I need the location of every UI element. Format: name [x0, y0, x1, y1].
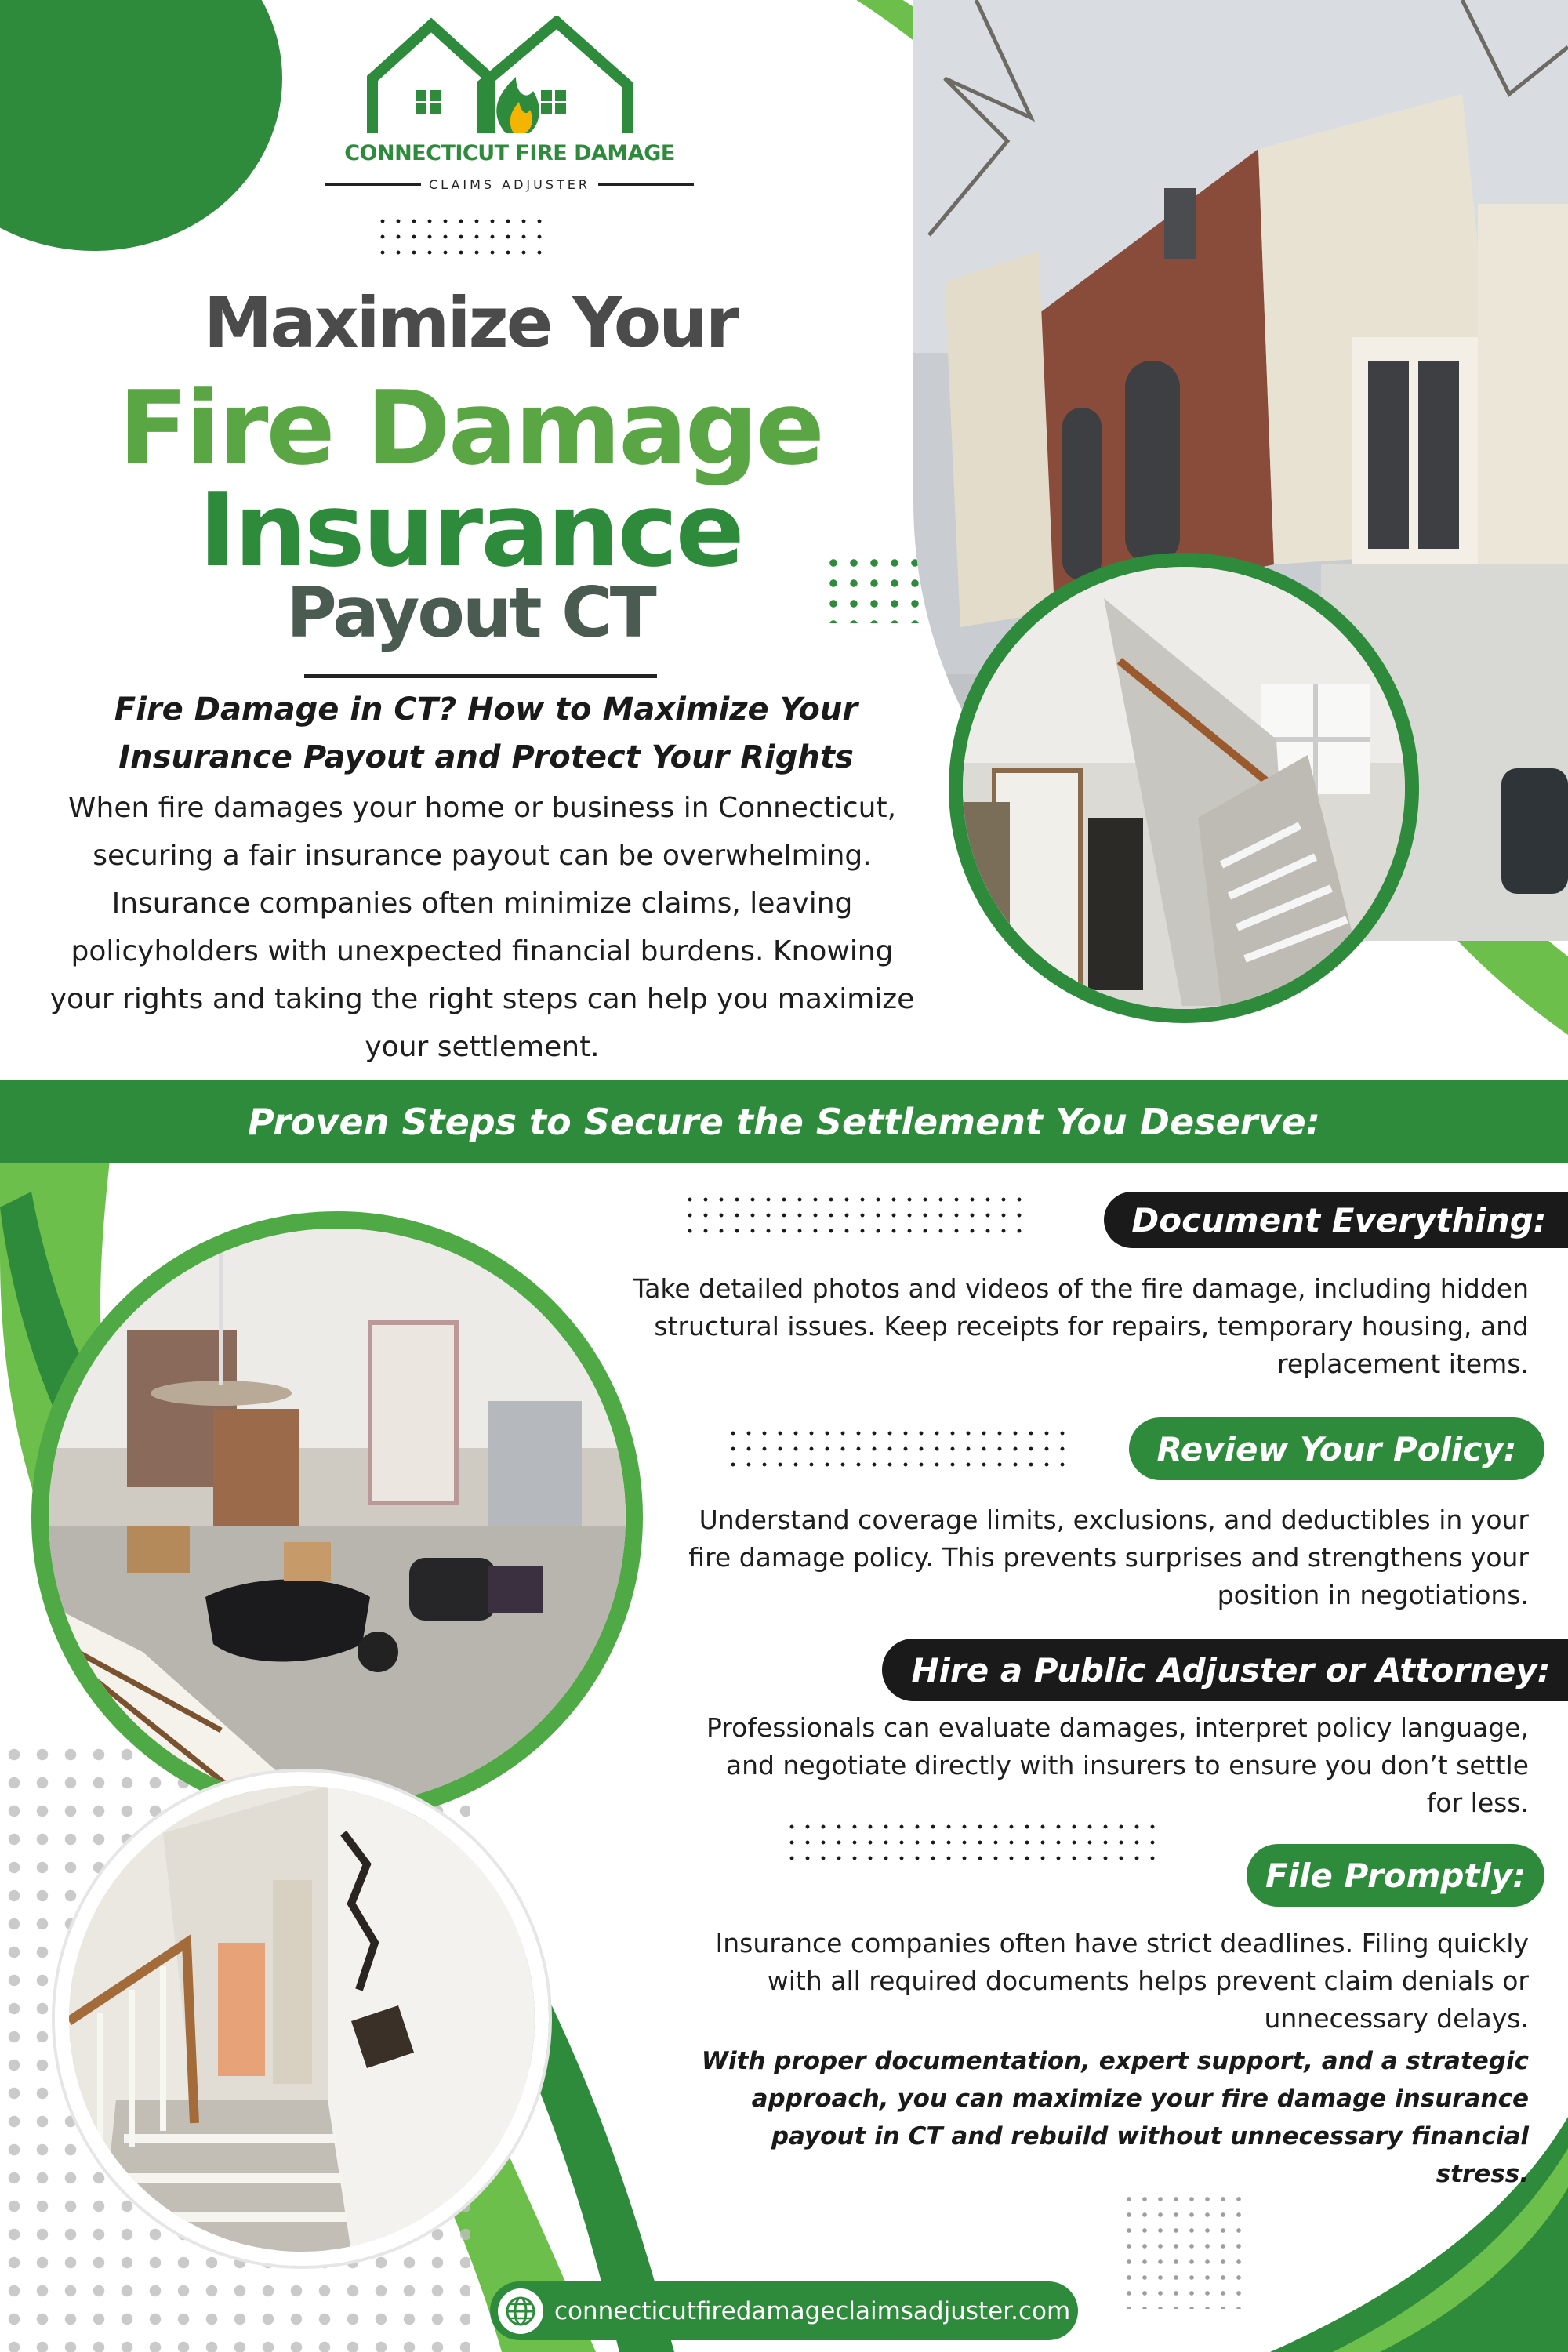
closing-statement: With proper documentation, expert support, and a strategic approach, you can maximize your fire damage insurance payout in CT and rebuild without unnecessary financial stress. [701, 2047, 1529, 2188]
headline-line-2: Fire Damage [118, 368, 822, 488]
steps-banner [0, 1080, 1568, 1163]
grey-dot-pattern-bottom-right [1121, 2191, 1247, 2309]
headline-line-3: Insurance [198, 470, 742, 590]
step-2-title: Review Your Policy: [1129, 1417, 1544, 1480]
fire-damaged-stairwell-photo [949, 553, 1419, 1023]
steps-banner-text: Proven Steps to Secure the Settlement You Deserve: [247, 1100, 1321, 1143]
website-url-text: connecticutfiredamageclaimsadjuster.com [554, 2296, 1071, 2325]
fire-damaged-living-room-photo [31, 1211, 643, 1823]
dot-pattern-step-3 [784, 1819, 1160, 1866]
headline-divider [304, 674, 657, 678]
step-3-title: Hire a Public Adjuster or Attorney: [882, 1639, 1568, 1701]
green-dot-pattern [823, 553, 933, 623]
headline-line-1: Maximize Your [203, 282, 738, 363]
intro-subtitle: Fire Damage in CT? How to Maximize Your Insurance Payout and Protect Your Rights [114, 691, 858, 775]
dot-pattern-step-1 [682, 1192, 1027, 1239]
step-1-title: Document Everything: [1104, 1192, 1568, 1248]
top-left-green-circle [0, 0, 282, 251]
website-url-pill[interactable] [490, 2281, 1078, 2340]
step-4-title: File Promptly: [1247, 1844, 1544, 1907]
fire-damaged-hallway-photo [55, 1772, 549, 2266]
dot-pattern-under-logo [375, 213, 547, 260]
brand-logo [314, 16, 706, 204]
brand-tagline-row [325, 172, 694, 196]
step-1-body: Take detailed photos and videos of the fire damage, including hidden structural issues. Keep receipts for repairs, temporary housing, and replacement items. [633, 1273, 1529, 1379]
dot-pattern-step-2 [725, 1425, 1070, 1472]
brand-tagline: CLAIMS ADJUSTER [429, 176, 591, 192]
divider-line [325, 183, 421, 186]
divider-line [598, 183, 694, 186]
step-2-body: Understand coverage limits, exclusions, and deductibles in your fire damage policy. This prevents surprises and strengthens your position in negotiations. [688, 1504, 1529, 1610]
step-3-body: Professionals can evaluate damages, interpret policy language, and negotiate directly with insurers to ensure you don’t settle for less. [706, 1712, 1529, 1818]
globe-icon [498, 2288, 543, 2334]
step-4-body: Insurance companies often have strict deadlines. Filing quickly with all required documents helps prevent claim denials or unnecessary delays. [715, 1928, 1529, 2034]
headline-line-4: Payout CT [286, 572, 655, 653]
house-fire-logo-icon [314, 16, 706, 133]
intro-body: When fire damages your home or business in Connecticut, securing a fair insurance payout can be overwhelming. Insurance companies often minimize claims, leaving policyholders with unexpected financial burdens. Knowing your rights and taking the right steps can help you maximize your settlement. [49, 792, 915, 1063]
brand-name: CONNECTICUT FIRE DAMAGE [344, 141, 675, 165]
